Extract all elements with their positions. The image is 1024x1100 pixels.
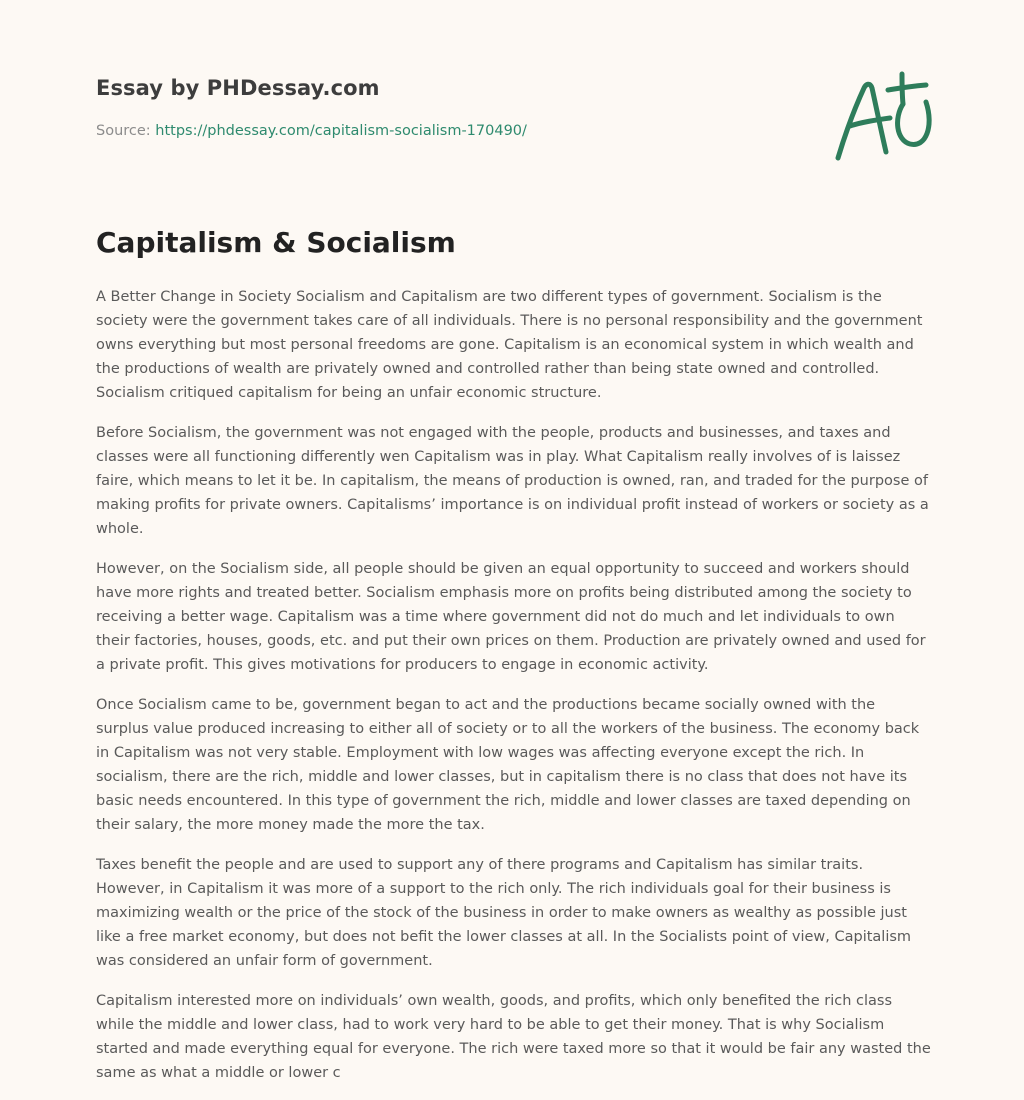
essay-paragraph: Before Socialism, the government was not engaged with the people, products and businesses, and taxes and classes were all functioning differently wen Capitalism was in play. What Capitalism really involves of is laissez faire, which means to let it be. In capitalism, the means of production is owned, ran, and traded for the purpose of making profits for private owners. Capitalisms’ importance is on individual profit instead of workers or society as a whole.	[96, 425, 929, 537]
essay-paragraph: Once Socialism came to be, government began to act and the productions became socially owned with the surplus value produced increasing to either all of society or to all the workers of the business. The economy back in Capitalism was not very stable. Employment with low wages was affecting everyone except the rich. In socialism, there are the rich, middle and lower classes, but in capitalism there is no class that does not have its basic needs encountered. In this type of government the rich, middle and lower classes are taxed depending on their salary, the more money made the more the tax.	[96, 697, 920, 833]
essay-paragraph: Capitalism interested more on individuals’ own wealth, goods, and profits, which only benefited the rich class while the middle and lower class, had to work very hard to be able to get their money. That is why Socialism started and made everything equal for everyone. The rich were taxed more so that it would be fair any wasted the same as what a middle or lower c	[96, 993, 931, 1081]
essay-body	[96, 285, 932, 1100]
essay-paragraph: A Better Change in Society Socialism and Capitalism are two different types of government. Socialism is the society were the government takes care of all individuals. There is no personal responsibility and the government owns everything but most personal freedoms are gone. Capitalism is an economical system in which wealth and the productions of wealth are privately owned and controlled rather than being state owned and controlled. Socialism critiqued capitalism for being an unfair economic structure.	[96, 289, 923, 401]
source-line	[96, 123, 527, 139]
source-label: Source:	[96, 123, 156, 139]
page-header	[96, 0, 928, 200]
a-plus-logo-icon	[830, 68, 934, 164]
site-title: Essay by PHDessay.com	[96, 76, 380, 100]
essay-title: Capitalism & Socialism	[96, 226, 456, 259]
essay-paragraph: Taxes benefit the people and are used to support any of there programs and Capitalism has similar traits. However, in Capitalism it was more of a support to the rich only. The rich individuals goal for their business is maximizing wealth or the price of the stock of the business in order to make owners as wealthy as possible just like a free market economy, but does not befit the lower classes at all. In the Socialists point of view, Capitalism was considered an unfair form of government.	[96, 857, 912, 969]
essay-paragraph: However, on the Socialism side, all people should be given an equal opportunity to succeed and workers should have more rights and treated better. Socialism emphasis more on profits being distributed among the society to receiving a better wage. Capitalism was a time where government did not do much and let individuals to own their factories, houses, goods, etc. and put their own prices on them. Production are privately owned and used for a private profit. This gives motivations for producers to engage in economic activity.	[96, 561, 926, 673]
source-link[interactable]: https://phdessay.com/capitalism-socialism-170490/	[155, 123, 527, 139]
